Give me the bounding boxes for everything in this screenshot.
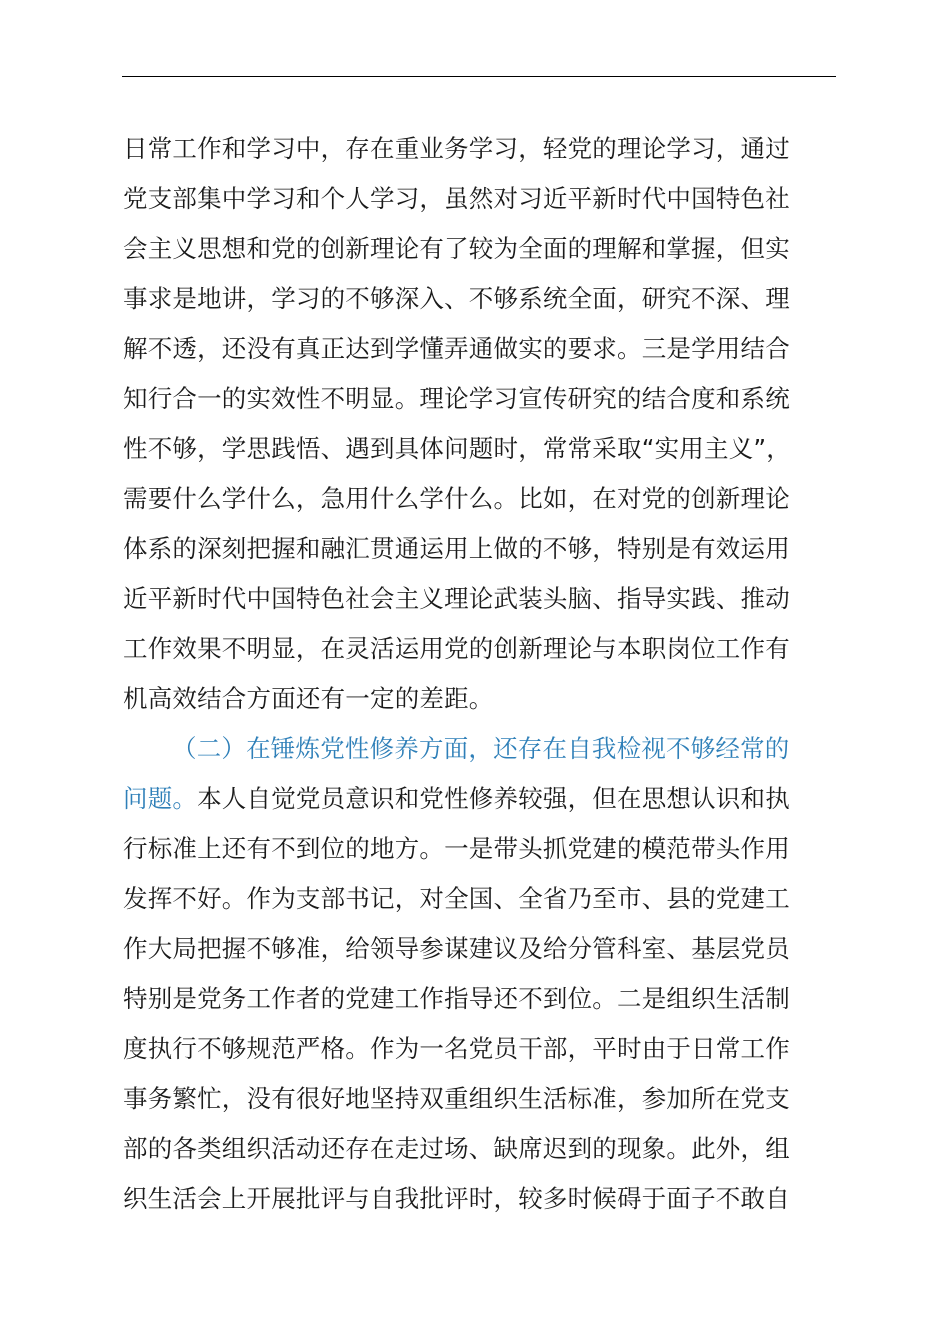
body-line: 部的各类组织活动还存在走过场、缺席迟到的现象。此外，组 (123, 1134, 790, 1163)
body-line: 性不够，学思践悟、遇到具体问题时，常常采取“实用主义”， (123, 434, 791, 463)
body-line: 体系的深刻把握和融汇贯通运用上做的不够，特别是有效运用 (123, 534, 790, 563)
body-line: 发挥不好。作为支部书记，对全国、全省乃至市、县的党建工 (123, 884, 790, 913)
body-line: 行标准上还有不到位的地方。一是带头抓党建的模范带头作用 (123, 834, 790, 863)
body-line: 会主义思想和党的创新理论有了较为全面的理解和掌握，但实 (123, 234, 790, 263)
body-line: 特别是党务工作者的党建工作指导还不到位。二是组织生活制 (123, 984, 790, 1013)
body-line: 日常工作和学习中，存在重业务学习，轻党的理论学习，通过 (123, 134, 790, 163)
body-line: 知行合一的实效性不明显。理论学习宣传研究的结合度和系统 (123, 384, 790, 413)
section-heading-continued (123, 774, 837, 824)
section-intro-text: 本人自觉党员意识和党性修养较强，但在思想认识和执 (197, 784, 790, 813)
body-line: 解不透，还没有真正达到学懂弄通做实的要求。三是学用结合 (123, 334, 790, 363)
body-line: 近平新时代中国特色社会主义理论武装头脑、指导实践、推动 (123, 584, 790, 613)
body-line: 需要什么学什么，急用什么学什么。比如，在对党的创新理论 (123, 484, 790, 513)
body-line: 度执行不够规范严格。作为一名党员干部，平时由于日常工作 (123, 1034, 790, 1063)
section-heading: （二）在锤炼党性修养方面，还存在自我检视不够经常的 (172, 734, 790, 763)
body-line: 工作效果不明显，在灵活运用党的创新理论与本职岗位工作有 (123, 634, 790, 663)
header-rule (122, 76, 836, 77)
document-body (123, 124, 837, 1224)
body-line: 事求是地讲，学习的不够深入、不够系统全面，研究不深、理 (123, 284, 790, 313)
body-line: 作大局把握不够准，给领导参谋建议及给分管科室、基层党员 (123, 934, 790, 963)
section-heading-end: 问题。 (123, 784, 198, 813)
body-line: 事务繁忙，没有很好地坚持双重组织生活标准，参加所在党支 (123, 1084, 790, 1113)
body-line: 党支部集中学习和个人学习，虽然对习近平新时代中国特色社 (123, 184, 790, 213)
body-line: 织生活会上开展批评与自我批评时，较多时候碍于面子不敢自 (123, 1184, 790, 1213)
body-line: 机高效结合方面还有一定的差距。 (123, 684, 494, 713)
